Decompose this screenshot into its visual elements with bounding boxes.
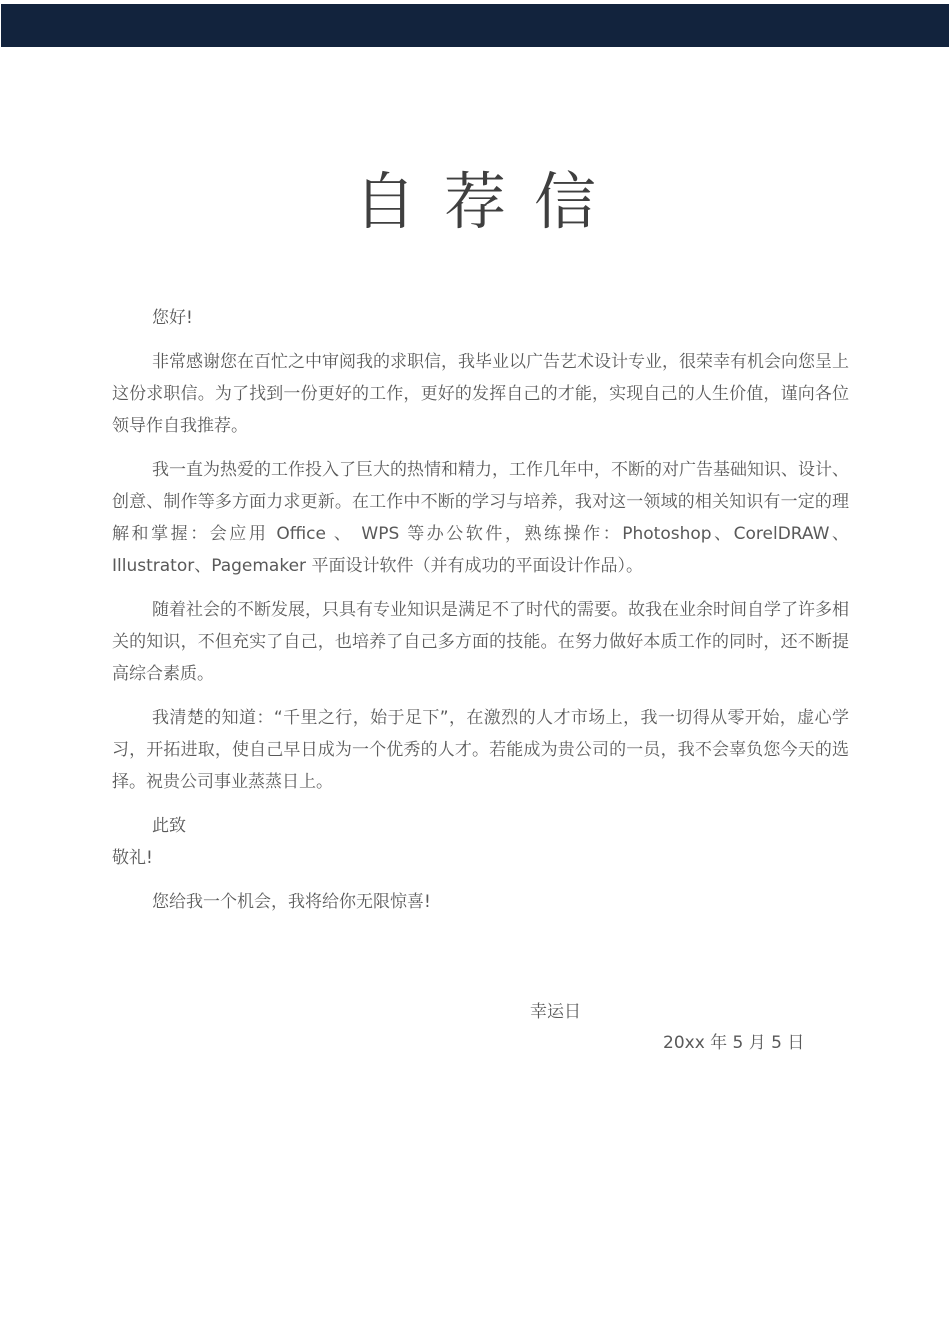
letter-date: 20xx 年 5 月 5 日 xyxy=(663,1033,805,1053)
letter-signature: 幸运日 xyxy=(530,1002,581,1022)
letter-paragraph-4: 我清楚的知道：“千里之行，始于足下”，在激烈的人才市场上，我一切得从零开始，虚心学习，开拓进取，使自己早日成为一个优秀的人才。若能成为贵公司的一员，我不会辜负您今天的选择。祝贵公司事业蒸蒸日上。 xyxy=(112,708,849,792)
letter-body xyxy=(112,302,849,930)
letter-closing-regards: 敬礼! xyxy=(112,848,153,868)
page-title: 自荐信 xyxy=(353,164,624,238)
letter-paragraph-3: 随着社会的不断发展，只具有专业知识是满足不了时代的需要。故我在业余时间自学了许多相关的知识，不但充实了自己，也培养了自己多方面的技能。在努力做好本质工作的同时，还不断提高综合素质。 xyxy=(112,600,849,684)
letter-closing-salutation: 此致 xyxy=(152,816,186,836)
letter-greeting: 您好! xyxy=(152,308,193,328)
letter-closing-note: 您给我一个机会，我将给你无限惊喜! xyxy=(152,892,431,912)
letter-paragraph-2: 我一直为热爱的工作投入了巨大的热情和精力，工作几年中，不断的对广告基础知识、设计、创意、制作等多方面力求更新。在工作中不断的学习与培养，我对这一领域的相关知识有一定的理解和掌握：会应用 Office 、 WPS 等办公软件，熟练操作：Photoshop、CorelDRAW、Illustrator、Pagemaker 平面设计软件（并有成功的平面设计作品）。 xyxy=(112,460,849,576)
header-bar xyxy=(1,4,949,47)
letter-paragraph-1: 非常感谢您在百忙之中审阅我的求职信，我毕业以广告艺术设计专业，很荣幸有机会向您呈上这份求职信。为了找到一份更好的工作，更好的发挥自己的才能，实现自己的人生价值，谨向各位领导作自我推荐。 xyxy=(112,352,849,436)
